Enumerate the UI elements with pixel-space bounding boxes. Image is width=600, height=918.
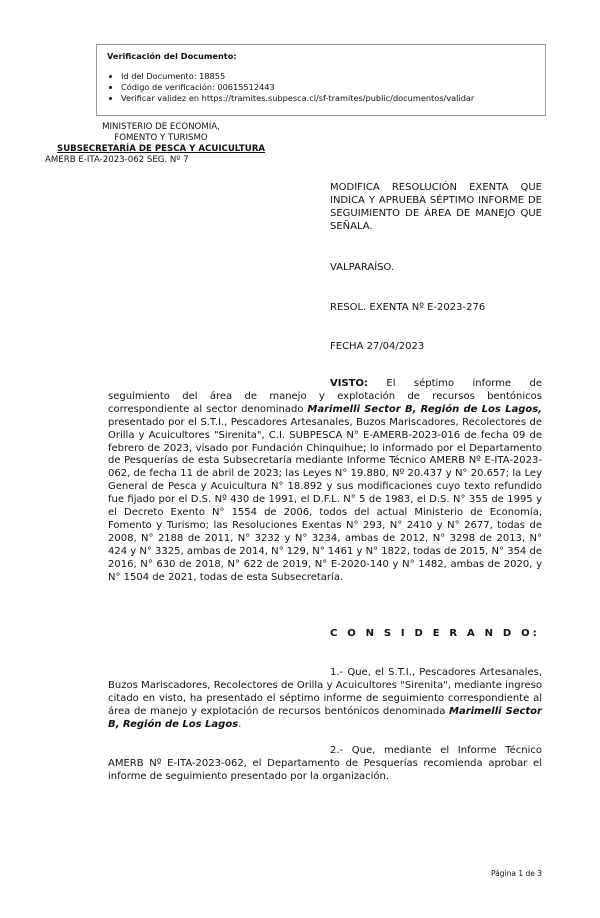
subsecretaria-label: SUBSECRETARÍA DE PESCA Y ACUICULTURA [57, 144, 265, 154]
c2-text: 2.- Que, mediante el Informe Técnico AMERB Nº E-ITA-2023-062, el Departamento de Pesquerías recomienda aprobar el informe de seguimiento presentado por la organización. [108, 745, 542, 782]
resolution-number: RESOL. EXENTA Nº E-2023-276 [330, 302, 486, 313]
page-number: Página 1 de 3 [490, 869, 542, 878]
verification-title: Verificación del Documento: [107, 51, 237, 61]
verification-list [107, 71, 535, 103]
visto-paragraph [108, 378, 542, 585]
verification-link[interactable]: • Verificar validez en https://tramites.subpesca.cl/sf-tramites/public/documentos/validar [121, 93, 535, 103]
visto-text-2: presentado por el S.T.I., Pescadores Artesanales, Buzos Mariscadores, Recolectores de Orilla y Acuicultores "Sirenita", C.I. SUBPESCA N° E-AMERB-2023-016 de fecha 09 de febrero de 2023, visado por Fundación Chinquihue; lo informado por el Departamento de Pesquerías de esta Subsecretaría mediante Informe Técnico AMERB Nº E-ITA-2023-062, de fecha 11 de abril de 2023; las Leyes N° 19.880, Nº 20.437 y N° 20.657; la Ley General de Pesca y Acuicultura N° 18.892 y sus modificaciones cuyo texto refundido fue fijado por el D.S. Nº 430 de 1991, el D.F.L. N° 5 de 1983, el D.S. N° 355 de 1995 y el Decreto Exento N° 1554 de 2006, todos del actual Ministerio de Economía, Fomento y Turismo; las Resoluciones Exentas N° 293, N° 2410 y N° 2677, todas de 2008, N° 2188 de 2011, N° 3232 y N° 3234, ambas de 2012, N° 3298 de 2013, N° 424 y N° 3325, ambas de 2014, N° 129, N° 1461 y N° 1822, todas de 2015, N° 354 de 2016, N° 630 de 2018, N° 622 de 2019, N° E-2020-140 y N° 1482, ambas de 2020, y N° 1504 de 2021, todas de esta Subsecretaría. [108, 416, 542, 583]
verification-box [96, 44, 546, 116]
c1-end: . [238, 718, 242, 730]
document-id: • Id del Documento: 18855 [121, 71, 535, 81]
ministry-line1: MINISTERIO DE ECONOMÍA, [102, 122, 220, 132]
reference-code: AMERB E-ITA-2023-062 SEG. Nº 7 [45, 155, 189, 165]
c1-sector: Marimelli Sector B, Región de Los Lagos [108, 705, 542, 730]
visto-label: VISTO: [330, 378, 368, 389]
verification-code: • Código de verificación: 00615512443 [121, 82, 535, 92]
ministry-header [36, 122, 286, 166]
resolution-title: MODIFICA RESOLUCIÓN EXENTA QUE INDICA Y APRUEBA SÉPTIMO INFORME DE SEGUIMIENTO DE ÁREA DE MANEJO QUE SEÑALA. [330, 182, 542, 232]
place: VALPARAÍSO. [330, 262, 395, 273]
considerando-1 [108, 667, 542, 732]
visto-text-1: El séptimo informe de seguimiento del área de manejo y explotación de recursos bentónicos correspondiente al sector denominado [108, 378, 542, 415]
c1-text: 1.- Que, el S.T.I., Pescadores Artesanales, Buzos Mariscadores, Recolectores de Orilla y Acuicultores "Sirenita", mediante ingreso citado en visto, ha presentado el séptimo informe de seguimiento correspondiente al área de manejo y explotación de recursos bentónicos denominada [108, 667, 542, 717]
ministry-line2: FOMENTO Y TURISMO [114, 133, 208, 143]
visto-sector: Marimelli Sector B, Región de Los Lagos, [307, 403, 542, 415]
considerando-heading: C O N S I D E R A N D O: [330, 628, 540, 639]
resolution-date: FECHA 27/04/2023 [330, 341, 425, 352]
considerando-2 [108, 745, 542, 784]
